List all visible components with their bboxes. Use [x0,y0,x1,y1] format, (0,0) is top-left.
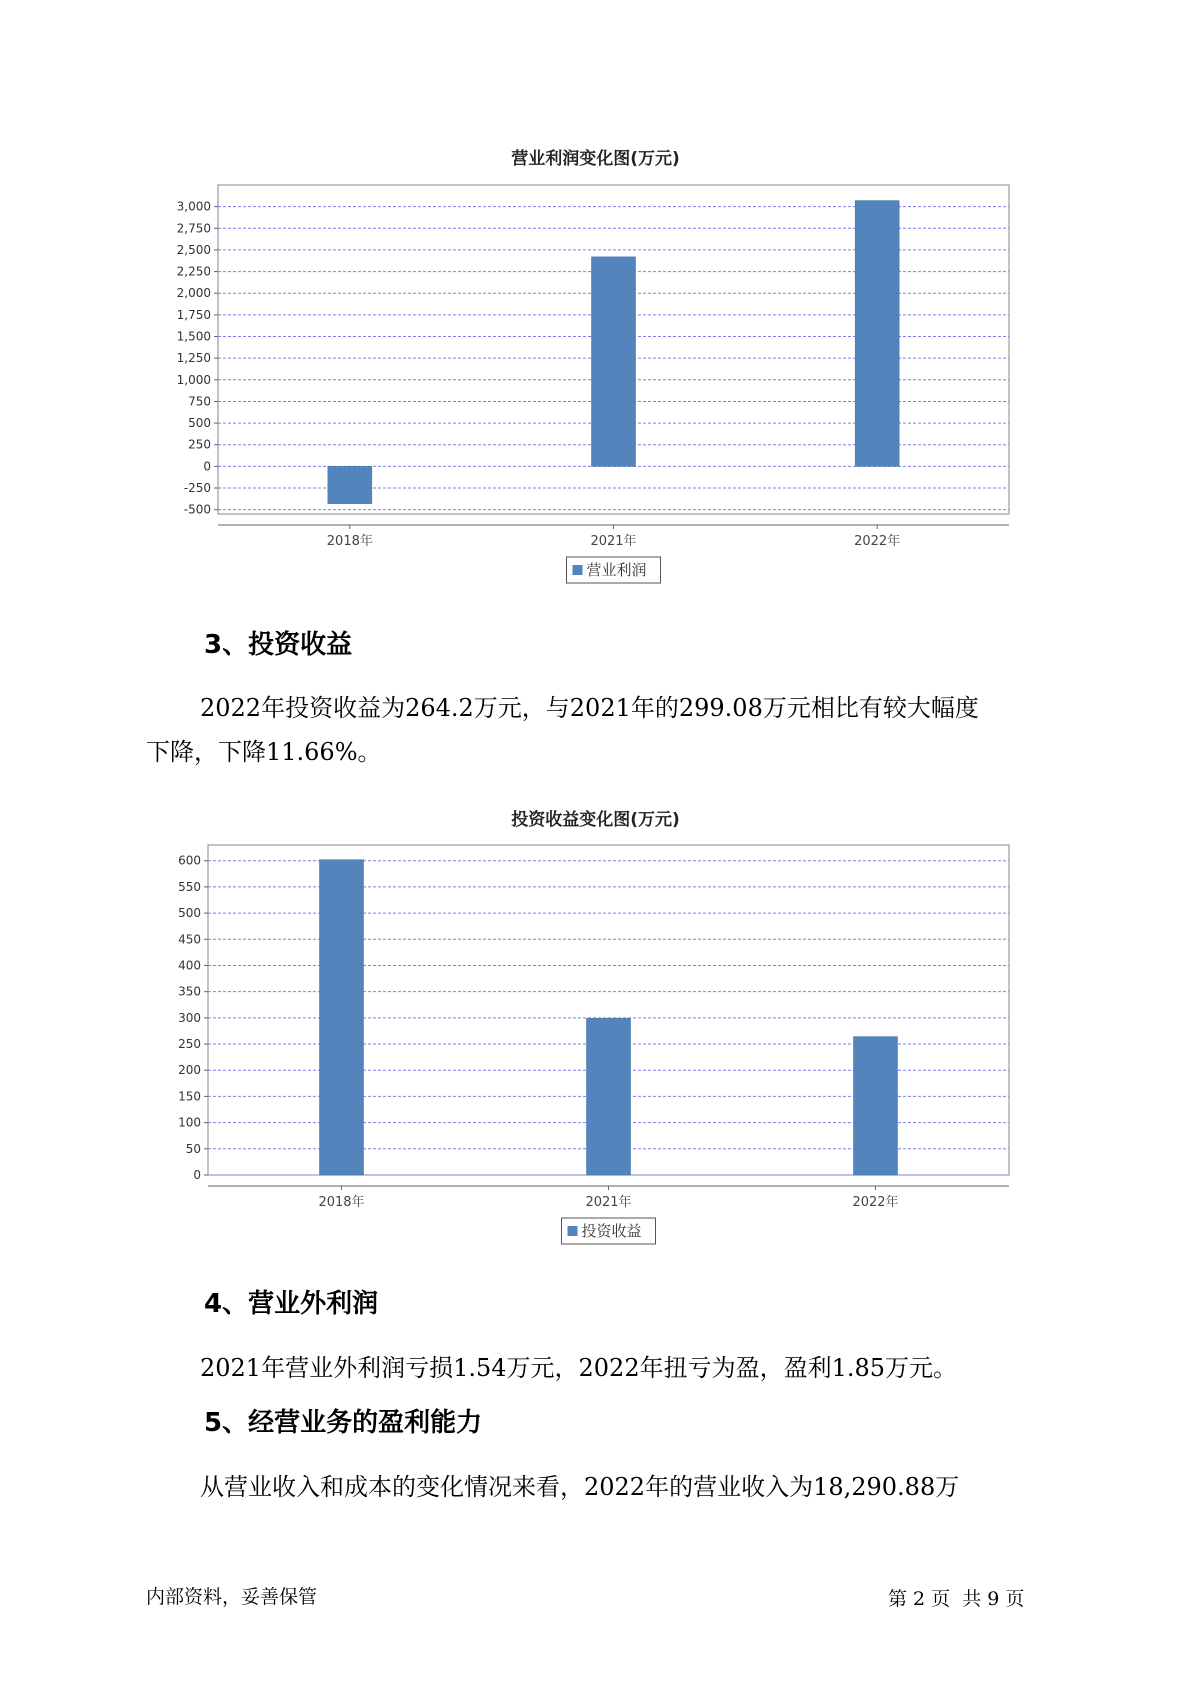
y-tick-label: 3,000 [176,199,211,214]
y-tick-label: 300 [178,1010,201,1025]
section4-paragraph [146,1346,1066,1390]
y-tick-label: 550 [178,879,201,894]
section5-heading: 5、经营业务的盈利能力 [204,1408,483,1438]
y-tick-label: 1,000 [176,372,211,387]
y-tick-label: -500 [183,502,211,517]
bar [320,860,364,1175]
y-tick-label: 2,000 [176,286,211,301]
x-tick-label: 2022年 [852,1195,899,1210]
section5-paragraph [146,1465,1066,1509]
y-tick-label: 450 [178,932,201,947]
legend-label: 投资收益 [581,1222,642,1240]
chart2-title: 投资收益变化图(万元) [511,810,680,830]
legend-label: 营业利润 [586,561,647,579]
y-tick-label: 600 [178,853,201,868]
x-tick-label: 2022年 [854,534,901,549]
y-tick-label: 1,750 [176,307,211,322]
y-tick-label: 50 [185,1141,201,1156]
y-tick-label: 100 [178,1115,201,1130]
y-tick-label: 1,500 [176,329,211,344]
y-tick-label: 350 [178,984,201,999]
chart1-title: 营业利润变化图(万元) [511,149,680,169]
x-tick-label: 2021年 [585,1195,632,1210]
bar [587,1018,631,1175]
section4-heading: 4、营业外利润 [204,1289,379,1319]
legend-swatch [568,1226,578,1236]
x-tick-label: 2018年 [326,534,373,549]
section3-line1: 2022年投资收益为264.2万元，与2021年的299.08万元相比有较大幅度 [200,694,979,722]
y-tick-label: 500 [188,416,211,431]
footer-page-number: 第 2 页 共 9 页 [888,1588,1025,1610]
y-tick-label: 500 [178,906,201,921]
y-tick-label: 2,250 [176,264,211,279]
y-tick-label: 1,250 [176,351,211,366]
y-tick-label: 250 [178,1037,201,1052]
y-tick-label: 250 [188,437,211,452]
y-tick-label: 200 [178,1063,201,1078]
y-tick-label: 150 [178,1089,201,1104]
footer-confidential: 内部资料，妥善保管 [146,1586,318,1608]
section4-text: 2021年营业外利润亏损1.54万元，2022年扭亏为盈，盈利1.85万元。 [200,1354,958,1382]
section3-line2: 下降，下降11.66%。 [146,738,382,766]
y-tick-label: -250 [183,481,211,496]
y-tick-label: 0 [203,459,211,474]
bar [854,1037,898,1175]
y-tick-label: 400 [178,958,201,973]
x-tick-label: 2018年 [318,1195,365,1210]
section5-text: 从营业收入和成本的变化情况来看，2022年的营业收入为18,290.88万 [200,1473,960,1501]
section3-heading: 3、投资收益 [204,630,353,660]
y-tick-label: 750 [188,394,211,409]
x-tick-label: 2021年 [590,534,637,549]
y-tick-label: 2,750 [176,221,211,236]
y-tick-label: 0 [193,1168,201,1182]
y-tick-label: 2,500 [176,242,211,257]
